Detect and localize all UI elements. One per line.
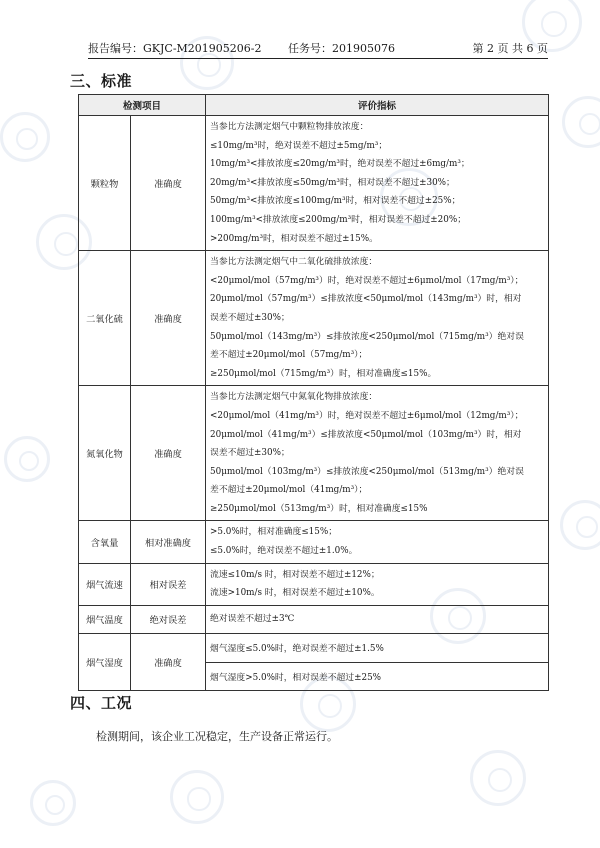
page-header [88,40,548,59]
column-header-item: 检测项目 [79,95,206,116]
criteria-line: 差不超过±20μmol/mol（57mg/m³）； [210,350,368,361]
row-item-name: 氮氧化物 [79,386,131,521]
watermark-seal [562,96,600,148]
criteria-line: 50mg/m³<排放浓度≤100mg/m³时，相对误差不超过±25%； [210,196,461,207]
report-number: 报告编号：GKJC-M201905206-2 [88,42,262,55]
row-criteria [206,563,549,605]
row-item-name: 含氧量 [79,521,131,563]
watermark-seal [30,780,76,826]
table-row [79,633,549,662]
row-criterion-type: 相对误差 [131,563,206,605]
row-item-name: 烟气流速 [79,563,131,605]
criteria-line: <20μmol/mol（41mg/m³）时，绝对误差不超过±6μmol/mol（12mg/m³）； [210,410,524,421]
section-title-standards: 三、标准 [70,72,133,90]
criteria-line: 20mg/m³<排放浓度≤50mg/m³时，相对误差不超过±30%； [210,177,455,188]
column-header-criteria: 评价指标 [206,95,549,116]
row-criteria [206,116,549,251]
criteria-line: 流速≤10m/s 时，相对误差不超过±12%； [210,569,380,580]
row-criteria: 烟气湿度≤5.0%时，绝对误差不超过±1.5% [206,633,549,662]
row-criteria [206,521,549,563]
criteria-line: 20μmol/mol（41mg/m³）≤排放浓度<50μmol/mol（103mg/m³）时，相对 [210,429,522,440]
table-row [79,251,549,386]
criteria-line: 差不超过±20μmol/mol（41mg/m³）； [210,485,368,496]
criteria-line: ≥250μmol/mol（513mg/m³）时，相对准确度≤15% [210,503,428,514]
table-row [79,605,549,633]
watermark-seal [170,770,224,824]
row-criteria [206,386,549,521]
watermark-seal [560,500,600,550]
section-title-conditions: 四、工况 [70,694,133,712]
criteria-line: 绝对误差不超过±3℃ [210,614,295,625]
row-criterion-type: 准确度 [131,116,206,251]
row-criterion-type: 准确度 [131,386,206,521]
criteria-line: ≤5.0%时，绝对误差不超过±1.0%。 [210,546,358,557]
criteria-line: ≥250μmol/mol（715mg/m³）时，相对准确度≤15%。 [210,368,437,379]
criteria-line: 当参比方法测定烟气中颗粒物排放浓度： [210,122,369,132]
criteria-line: 当参比方法测定烟气中二氧化硫排放浓度： [210,257,378,268]
table-header-row [79,95,549,116]
criteria-line: 当参比方法测定烟气中氮氧化物排放浓度： [210,392,378,403]
table-row [79,521,549,563]
criteria-line: 50μmol/mol（143mg/m³）≤排放浓度<250μmol/mol（715mg/m³）绝对误 [210,331,524,342]
row-item-name: 二氧化硫 [79,251,131,386]
row-item-name: 颗粒物 [79,116,131,251]
row-criterion-type: 准确度 [131,633,206,690]
table-row [79,386,549,521]
row-criteria: 烟气湿度>5.0%时，相对误差不超过±25% [206,662,549,690]
standards-table [78,94,549,691]
row-criterion-type: 准确度 [131,251,206,386]
row-criterion-type: 相对准确度 [131,521,206,563]
criteria-line: 50μmol/mol（103mg/m³）≤排放浓度<250μmol/mol（513mg/m³）绝对误 [210,466,524,477]
criteria-line: >5.0%时，相对准确度≤15%； [210,527,338,538]
conditions-text: 检测期间，该企业工况稳定，生产设备正常运行。 [96,730,338,743]
criteria-line: 误差不超过±30%； [210,448,290,459]
row-criteria [206,251,549,386]
watermark-seal [470,750,526,806]
row-item-name: 烟气湿度 [79,633,131,690]
row-criteria [206,605,549,633]
criteria-line: 10mg/m³<排放浓度≤20mg/m³时，绝对误差不超过±6mg/m³； [210,159,470,170]
criteria-line: 流速>10m/s 时，相对误差不超过±10%。 [210,588,380,599]
criteria-line: 误差不超过±30%； [210,312,290,323]
criteria-line: <20μmol/mol（57mg/m³）时，绝对误差不超过±6μmol/mol（17mg/m³）； [210,275,524,286]
task-number: 任务号：201905076 [288,42,395,55]
criteria-line: >200mg/m³时，相对误差不超过±15%。 [210,233,378,244]
watermark-seal [4,436,50,482]
watermark-seal [0,112,50,162]
row-item-name: 烟气温度 [79,605,131,633]
criteria-line: 20μmol/mol（57mg/m³）≤排放浓度<50μmol/mol（143mg/m³）时，相对 [210,294,522,305]
page-number: 第 2 页 共 6 页 [472,42,548,55]
criteria-line: ≤10mg/m³时，绝对误差不超过±5mg/m³； [210,140,388,151]
row-criterion-type: 绝对误差 [131,605,206,633]
criteria-line: 100mg/m³<排放浓度≤200mg/m³时，相对误差不超过±20%； [210,214,467,225]
table-row [79,116,549,251]
table-row [79,563,549,605]
